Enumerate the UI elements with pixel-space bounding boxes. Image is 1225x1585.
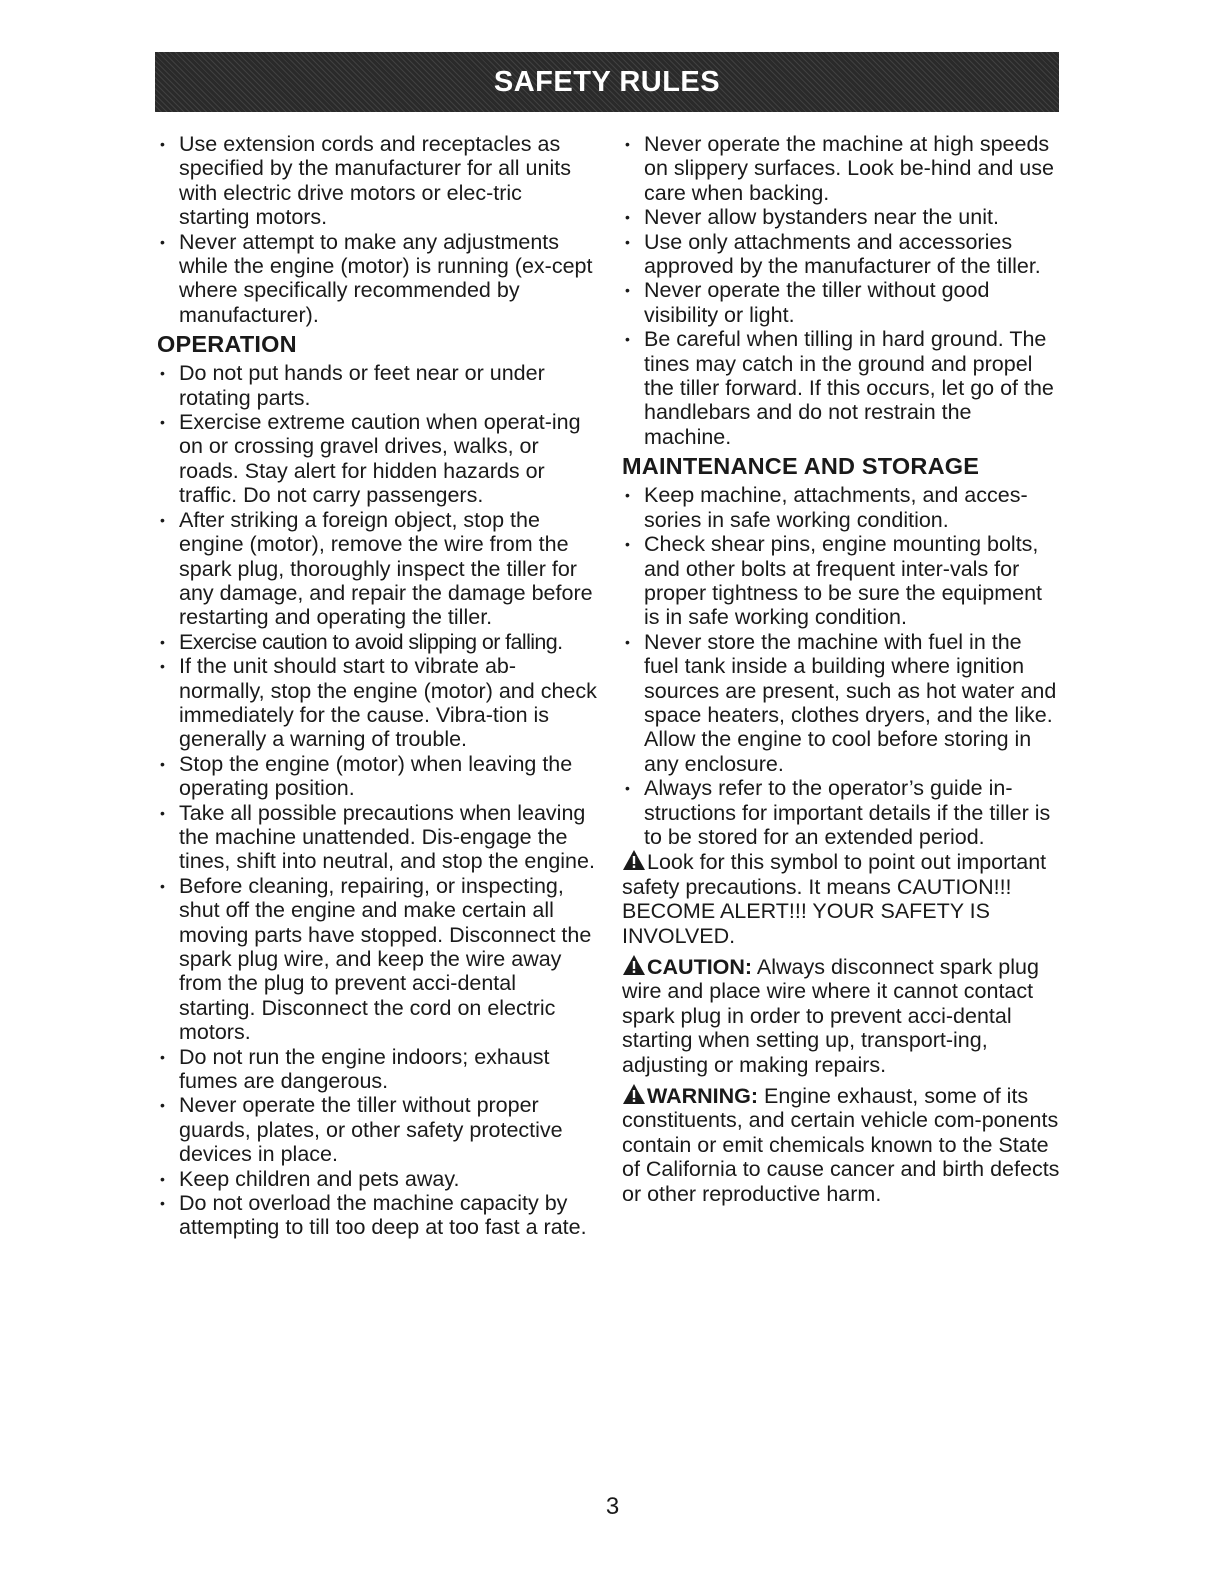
- list-item: • Do not run the engine indoors; exhaust fumes are dangerous.: [160, 1044, 550, 1094]
- warning-label: WARNING:: [647, 1084, 759, 1109]
- bullet-icon: •: [625, 209, 630, 226]
- warning-note: WARNING: Engine exhaust, some of its constituents, and certain vehicle com-ponents contain or emit chemicals known to the State of California to cause cancer and birth defects or other reproductive harm.: [622, 1084, 1060, 1206]
- list-item: • Keep children and pets away.: [160, 1166, 460, 1191]
- operation-list: [157, 361, 597, 1240]
- list-item: • Use only attachments and accessories approved by the manufacturer of the tiller.: [625, 229, 1041, 279]
- list-item: • Do not overload the machine capacity by attempting to till too deep at too fast a rate.: [160, 1191, 587, 1240]
- bullet-icon: •: [160, 804, 165, 821]
- bullet-icon: •: [160, 1048, 165, 1065]
- title-banner: [155, 52, 1059, 112]
- list-item: • Never operate the tiller without good visibility or light.: [625, 278, 990, 327]
- right-intro-list: [622, 132, 1062, 449]
- list-item: • Never allow bystanders near the unit.: [625, 205, 999, 230]
- list-item: • Never operate the tiller without proper guards, plates, or other safety protective devices in place.: [160, 1093, 563, 1167]
- bullet-icon: •: [160, 1097, 165, 1114]
- bullet-icon: •: [160, 658, 165, 675]
- list-item: • Keep machine, attachments, and acces-sories in safe working condition.: [625, 483, 1028, 532]
- bullet-icon: •: [160, 511, 165, 528]
- bullet-icon: •: [160, 877, 165, 894]
- bullet-icon: •: [160, 633, 165, 650]
- list-item: • Exercise caution to avoid slipping or falling.: [160, 629, 563, 654]
- caution-label: CAUTION:: [647, 955, 753, 979]
- list-item: • Be careful when tilling in hard ground. The tines may catch in the ground and propel the tiller forward. If this occurs, let go of the handlebars and do not restrain the machine.: [625, 327, 1054, 449]
- safety-alert-triangle-icon: [622, 849, 646, 871]
- bullet-icon: •: [625, 136, 630, 152]
- left-column: [157, 132, 597, 1240]
- page-title: SAFETY RULES: [493, 65, 721, 98]
- right-column: [622, 132, 1062, 1212]
- bullet-icon: •: [625, 780, 630, 797]
- list-item: • Always refer to the operator’s guide in-structions for important details if the tiller is to be stored for an extended period.: [625, 776, 1051, 849]
- bullet-icon: •: [160, 755, 165, 772]
- bullet-icon: •: [625, 331, 630, 348]
- bullet-icon: •: [625, 233, 630, 250]
- list-item: • Never store the machine with fuel in the fuel tank inside a building where ignition sources are present, such as hot water and space heaters, clothes dryers, and the like. Allow the engine to cool before storing in any enclosure.: [625, 629, 1057, 776]
- list-item: • Never operate the machine at high speeds on slippery surfaces. Look be-hind and use care when backing.: [625, 132, 1054, 205]
- list-item: • Use extension cords and receptacles as specified by the manufacturer for all units with electric drive motors or elec-tric starting motors.: [160, 132, 571, 230]
- bullet-icon: •: [625, 487, 630, 504]
- list-item: • If the unit should start to vibrate ab-normally, stop the engine (motor) and check immediately for the cause. Vibra-tion is generally a warning of trouble.: [160, 654, 597, 752]
- bullet-icon: •: [160, 1170, 165, 1187]
- list-item: • Do not put hands or feet near or under rotating parts.: [160, 361, 545, 410]
- list-item: • Check shear pins, engine mounting bolts, and other bolts at frequent inter-vals for proper tightness to be sure the equipment is in safe working condition.: [625, 532, 1043, 630]
- maintenance-heading: MAINTENANCE AND STORAGE: [622, 453, 980, 480]
- list-item: • Never attempt to make any adjustments while the engine (motor) is running (ex-cept where specifically recommended by manufacturer).: [160, 229, 593, 327]
- list-item: • Exercise extreme caution when operat-ing on or crossing gravel drives, walks, or roads. Stay alert for hidden hazards or traffic. Do not carry passengers.: [160, 410, 581, 508]
- bullet-icon: •: [160, 414, 165, 431]
- operation-heading: OPERATION: [157, 331, 297, 358]
- bullet-icon: •: [625, 633, 630, 650]
- caution-note: CAUTION: Always disconnect spark plug wire and place wire where it cannot contact spark plug in order to prevent acci-dental starting when setting up, transport-ing, adjusting or making repairs.: [622, 955, 1039, 1077]
- symbol-note: Look for this symbol to point out important safety precautions. It means CAUTION!!! BECOME ALERT!!! YOUR SAFETY IS INVOLVED.: [622, 850, 1047, 948]
- list-item: • Take all possible precautions when leaving the machine unattended. Dis-engage the tines, shift into neutral, and stop the engine.: [160, 800, 595, 874]
- list-item: • Stop the engine (motor) when leaving the operating position.: [160, 751, 573, 801]
- left-intro-list: [157, 132, 597, 327]
- bullet-icon: •: [160, 365, 165, 382]
- bullet-icon: •: [160, 1195, 165, 1212]
- maintenance-list: [622, 483, 1062, 849]
- bullet-icon: •: [625, 536, 630, 553]
- list-item: • After striking a foreign object, stop the engine (motor), remove the wire from the spark plug, thoroughly inspect the tiller for any damage, and repair the damage before restarting and operating the tiller.: [160, 507, 593, 630]
- bullet-icon: •: [160, 136, 165, 152]
- bullet-icon: •: [625, 282, 630, 299]
- safety-alert-triangle-icon: [622, 1083, 646, 1105]
- page-number: 3: [605, 1493, 620, 1520]
- safety-alert-triangle-icon: [622, 954, 646, 976]
- bullet-icon: •: [160, 233, 165, 250]
- list-item: • Before cleaning, repairing, or inspecting, shut off the engine and make certain all moving parts have stopped. Disconnect the spark plug wire, and keep the wire away from the plug to prevent acci-dental starting. Disconnect the cord on electric motors.: [160, 873, 592, 1045]
